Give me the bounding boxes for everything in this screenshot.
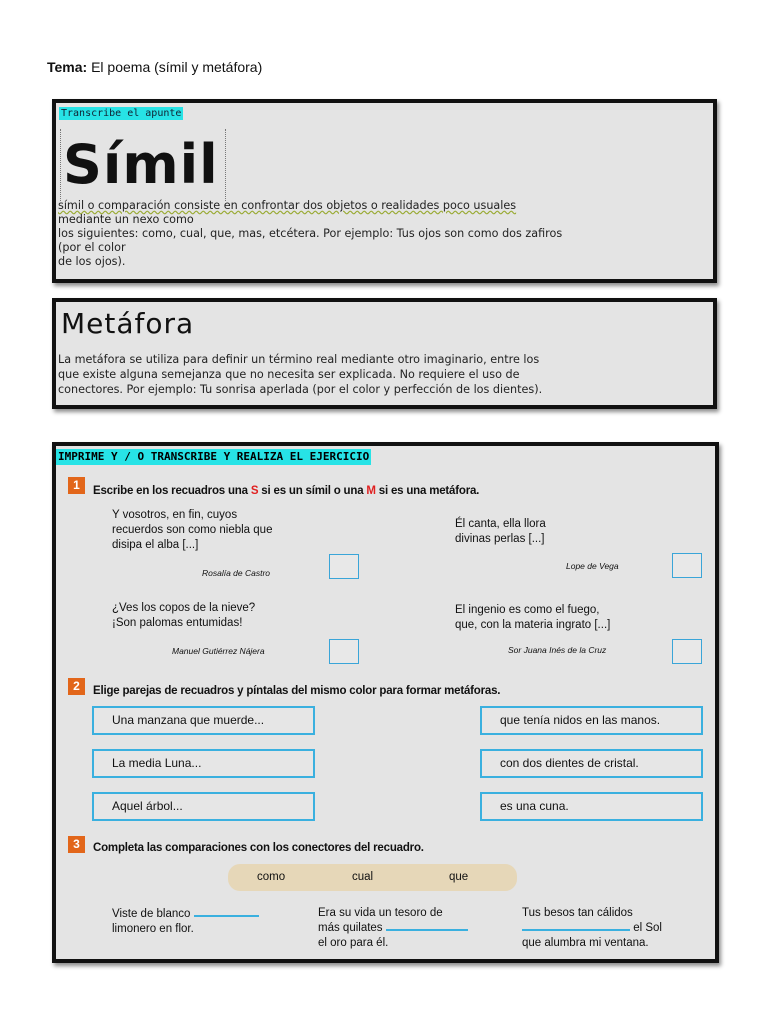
answer-box[interactable] [672,553,702,578]
poem-author: Rosalía de Castro [202,568,271,578]
exercise-number: 1 [68,477,85,494]
topic-heading [47,59,262,75]
blank-line[interactable] [386,929,468,931]
poem: Y vosotros, en fin, cuyos recuerdos son como niebla que disipa el alba [...] [112,509,273,551]
poem-author: Lope de Vega [566,561,619,571]
simil-text-line: (por el color [58,241,126,254]
simil-text-line: los siguientes: como, cual, que, mas, etcétera. Por ejemplo: Tus ojos son como dos zafiros [58,227,563,240]
blank-line[interactable] [522,929,630,931]
answer-box[interactable] [329,639,359,664]
metaphor-box-right[interactable]: es una cuna. [480,792,703,821]
simil-text-line: mediante un nexo como [58,213,194,226]
exercise-2-instruction: Elige parejas de recuadros y píntalas del mismo color para formar metáforas. [93,685,501,697]
connector-word: como [257,871,286,883]
connector-word: que [449,871,469,883]
poem: ¿Ves los copos de la nieve? ¡Son palomas entumidas! [112,602,256,629]
poem-author: Sor Juana Inés de la Cruz [508,645,607,655]
metafora-text-line: conectores. Por ejemplo: Tu sonrisa aperlada (por el color y perfección de los dientes). [58,383,543,396]
connectors-box [228,864,517,891]
metaphor-box-right[interactable]: con dos dientes de cristal. [480,749,703,778]
answer-box[interactable] [329,554,359,579]
topic-label: Tema: [47,59,88,75]
connector-word: cual [352,871,374,883]
poem-author: Manuel Gutiérrez Nájera [172,646,265,656]
simil-text-line: símil o comparación consiste en confrontar dos objetos o realidades poco usuales [58,199,517,212]
metafora-text-line: La metáfora se utiliza para definir un término real mediante otro imaginario, entre los [58,353,540,366]
comparison-3: Tus besos tan cálidos el Sol que alumbra mi ventana. [522,907,662,949]
metaphor-box-left[interactable]: Aquel árbol... [92,792,315,821]
exercise-3-instruction: Completa las comparaciones con los conectores del recuadro. [93,842,424,854]
metafora-card [52,298,717,409]
answer-box[interactable] [672,639,702,664]
comparison-1: Viste de blanco limonero en flor. [112,907,259,937]
comparison-2: Era su vida un tesoro de más quilates el oro para él. [318,906,468,951]
exercise-tag: IMPRIME Y / O TRANSCRIBE Y REALIZA EL EJERCICIO [58,450,370,463]
poem: El ingenio es como el fuego, que, con la materia ingrato [...] [455,604,611,631]
transcribe-tag: Transcribe el apunte [61,108,182,119]
metafora-title: Metáfora [61,307,195,340]
metaphor-box-right[interactable]: que tenía nidos en las manos. [480,706,703,735]
metaphor-box-left[interactable]: La media Luna... [92,749,315,778]
simil-title: Símil [60,129,226,201]
metafora-text-line: que existe alguna semejanza que no necesita ser explicada. No requiere el uso de [58,368,520,381]
blank-line[interactable] [194,915,259,917]
metaphor-box-left[interactable]: Una manzana que muerde... [92,706,315,735]
topic-value: El poema (símil y metáfora) [91,59,263,75]
simil-text-line: de los ojos). [58,255,126,268]
poem: Él canta, ella llora divinas perlas [...] [455,518,546,545]
simil-card [52,99,717,283]
exercise-number: 2 [68,678,85,695]
exercise-1-instruction: Escribe en los recuadros una S si es un símil o una M si es una metáfora. [93,485,480,497]
exercise-number: 3 [68,836,85,853]
